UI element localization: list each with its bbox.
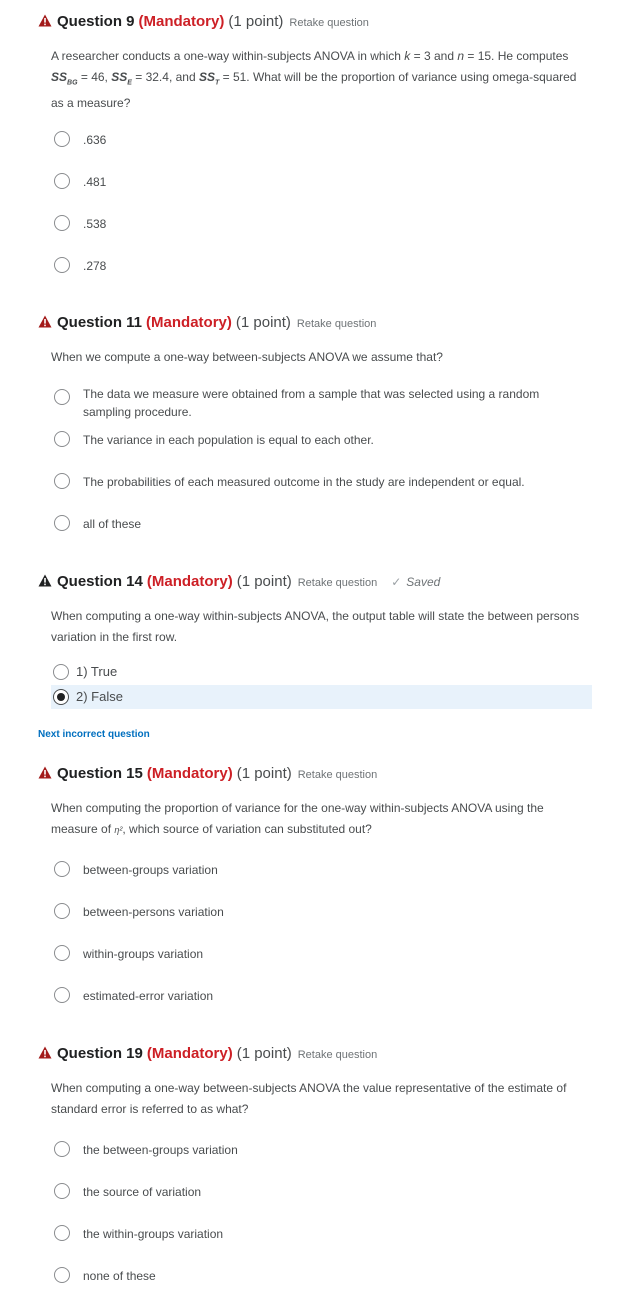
warning-icon — [38, 14, 52, 27]
option-label: .538 — [83, 217, 107, 231]
question-14-text: When computing a one-way within-subjects ANOVA, the output table will state the between persons variation in the first row. — [51, 609, 580, 644]
mandatory-label: (Mandatory) — [146, 573, 233, 590]
option-label: 2) False — [76, 689, 123, 704]
option-label: estimated-error variation — [83, 989, 214, 1003]
radio-button[interactable] — [54, 215, 70, 231]
option-radio[interactable] — [54, 215, 106, 233]
option-label: the source of variation — [83, 1185, 202, 1199]
question-9-header — [38, 13, 369, 30]
mandatory-label: (Mandatory) — [146, 765, 233, 782]
question-19-text: When computing a one-way between-subjects ANOVA the value representative of the estimate of standard error is referred to as what? — [51, 1081, 567, 1116]
option-radio[interactable] — [54, 1267, 156, 1285]
retake-question-link[interactable]: Retake question — [297, 577, 378, 589]
points-label: (1 point) — [235, 314, 291, 331]
option-label: .481 — [83, 175, 107, 189]
warning-icon — [38, 766, 52, 779]
question-title: Question 19 — [57, 1045, 143, 1062]
warning-icon — [38, 315, 52, 328]
points-label: (1 point) — [236, 765, 292, 782]
option-radio[interactable] — [54, 257, 106, 275]
option-radio[interactable] — [54, 1141, 238, 1159]
question-title: Question 11 — [57, 314, 143, 331]
radio-button[interactable] — [54, 473, 70, 489]
retake-question-link[interactable]: Retake question — [297, 1049, 378, 1061]
option-label: within-groups variation — [83, 947, 204, 961]
question-15-header — [38, 765, 377, 782]
option-radio[interactable] — [54, 861, 218, 879]
radio-button[interactable] — [54, 987, 70, 1003]
radio-button[interactable] — [54, 515, 70, 531]
radio-button[interactable] — [54, 903, 70, 919]
warning-icon — [38, 574, 52, 587]
radio-button[interactable] — [53, 664, 69, 680]
radio-button[interactable] — [54, 861, 70, 877]
option-label: The data we measure were obtained from a sample that was selected using a random sampling procedure. — [83, 387, 540, 419]
option-radio[interactable] — [54, 987, 213, 1005]
option-label: between-persons variation — [83, 905, 224, 919]
option-radio[interactable] — [54, 1225, 223, 1243]
option-label: The variance in each population is equal to each other. — [83, 433, 374, 447]
option-label: .636 — [83, 133, 107, 147]
radio-button[interactable] — [54, 945, 70, 961]
option-radio[interactable] — [54, 945, 203, 963]
points-label: (1 point) — [228, 13, 284, 30]
mandatory-label: (Mandatory) — [138, 13, 225, 30]
option-radio[interactable] — [54, 173, 106, 191]
option-label: .278 — [83, 259, 107, 273]
radio-button[interactable] — [54, 389, 70, 405]
radio-button-selected[interactable] — [53, 689, 69, 705]
option-radio[interactable] — [54, 385, 574, 421]
retake-question-link[interactable]: Retake question — [289, 17, 369, 29]
option-true[interactable] — [51, 660, 592, 684]
option-radio[interactable] — [54, 131, 106, 149]
radio-button[interactable] — [54, 257, 70, 273]
radio-button[interactable] — [54, 1267, 70, 1283]
option-radio[interactable] — [54, 515, 141, 533]
retake-question-link[interactable]: Retake question — [296, 318, 377, 330]
radio-button[interactable] — [54, 431, 70, 447]
points-label: (1 point) — [236, 573, 292, 590]
option-label: all of these — [83, 517, 142, 531]
question-11-text: When we compute a one-way between-subjects ANOVA we assume that? — [51, 350, 443, 364]
option-label: 1) True — [76, 664, 118, 679]
option-radio[interactable] — [54, 431, 374, 449]
points-label: (1 point) — [236, 1045, 292, 1062]
question-15-text: When computing the proportion of variance for the one-way within-subjects ANOVA using the measure of η², which source of variation can substituted out? — [51, 801, 544, 836]
question-14-header — [38, 573, 440, 590]
option-radio[interactable] — [54, 903, 224, 921]
radio-button[interactable] — [54, 131, 70, 147]
option-label: the within-groups variation — [83, 1227, 224, 1241]
option-radio[interactable] — [54, 1183, 201, 1201]
next-incorrect-question-link[interactable]: Next incorrect question — [38, 729, 150, 740]
question-title: Question 9 — [57, 13, 135, 30]
radio-button[interactable] — [54, 173, 70, 189]
question-19-header — [38, 1045, 377, 1062]
mandatory-label: (Mandatory) — [146, 1045, 233, 1062]
warning-icon — [38, 1046, 52, 1059]
question-11-header — [38, 314, 376, 331]
question-title: Question 14 — [57, 573, 143, 590]
retake-question-link[interactable]: Retake question — [297, 769, 378, 781]
radio-button[interactable] — [54, 1225, 70, 1241]
checkmark-icon: ✓ — [391, 575, 402, 589]
option-label: The probabilities of each measured outcome in the study are independent or equal. — [83, 475, 525, 489]
question-title: Question 15 — [57, 765, 143, 782]
saved-status: ✓ Saved — [391, 575, 441, 589]
option-label: the between-groups variation — [83, 1143, 238, 1157]
mandatory-label: (Mandatory) — [146, 314, 232, 331]
option-label: between-groups variation — [83, 863, 218, 877]
option-false[interactable] — [51, 685, 592, 709]
option-radio[interactable] — [54, 473, 525, 491]
radio-button[interactable] — [54, 1141, 70, 1157]
radio-button[interactable] — [54, 1183, 70, 1199]
question-9-text: A researcher conducts a one-way within-subjects ANOVA in which k = 3 and n = 15. He computes $SS_{BG} = 46$, $SS_E = 32.4$, and $SS_T = 51$. What will be the proportion of variance using omega-squared as a measure? — [51, 49, 577, 111]
option-label: none of these — [83, 1269, 156, 1283]
